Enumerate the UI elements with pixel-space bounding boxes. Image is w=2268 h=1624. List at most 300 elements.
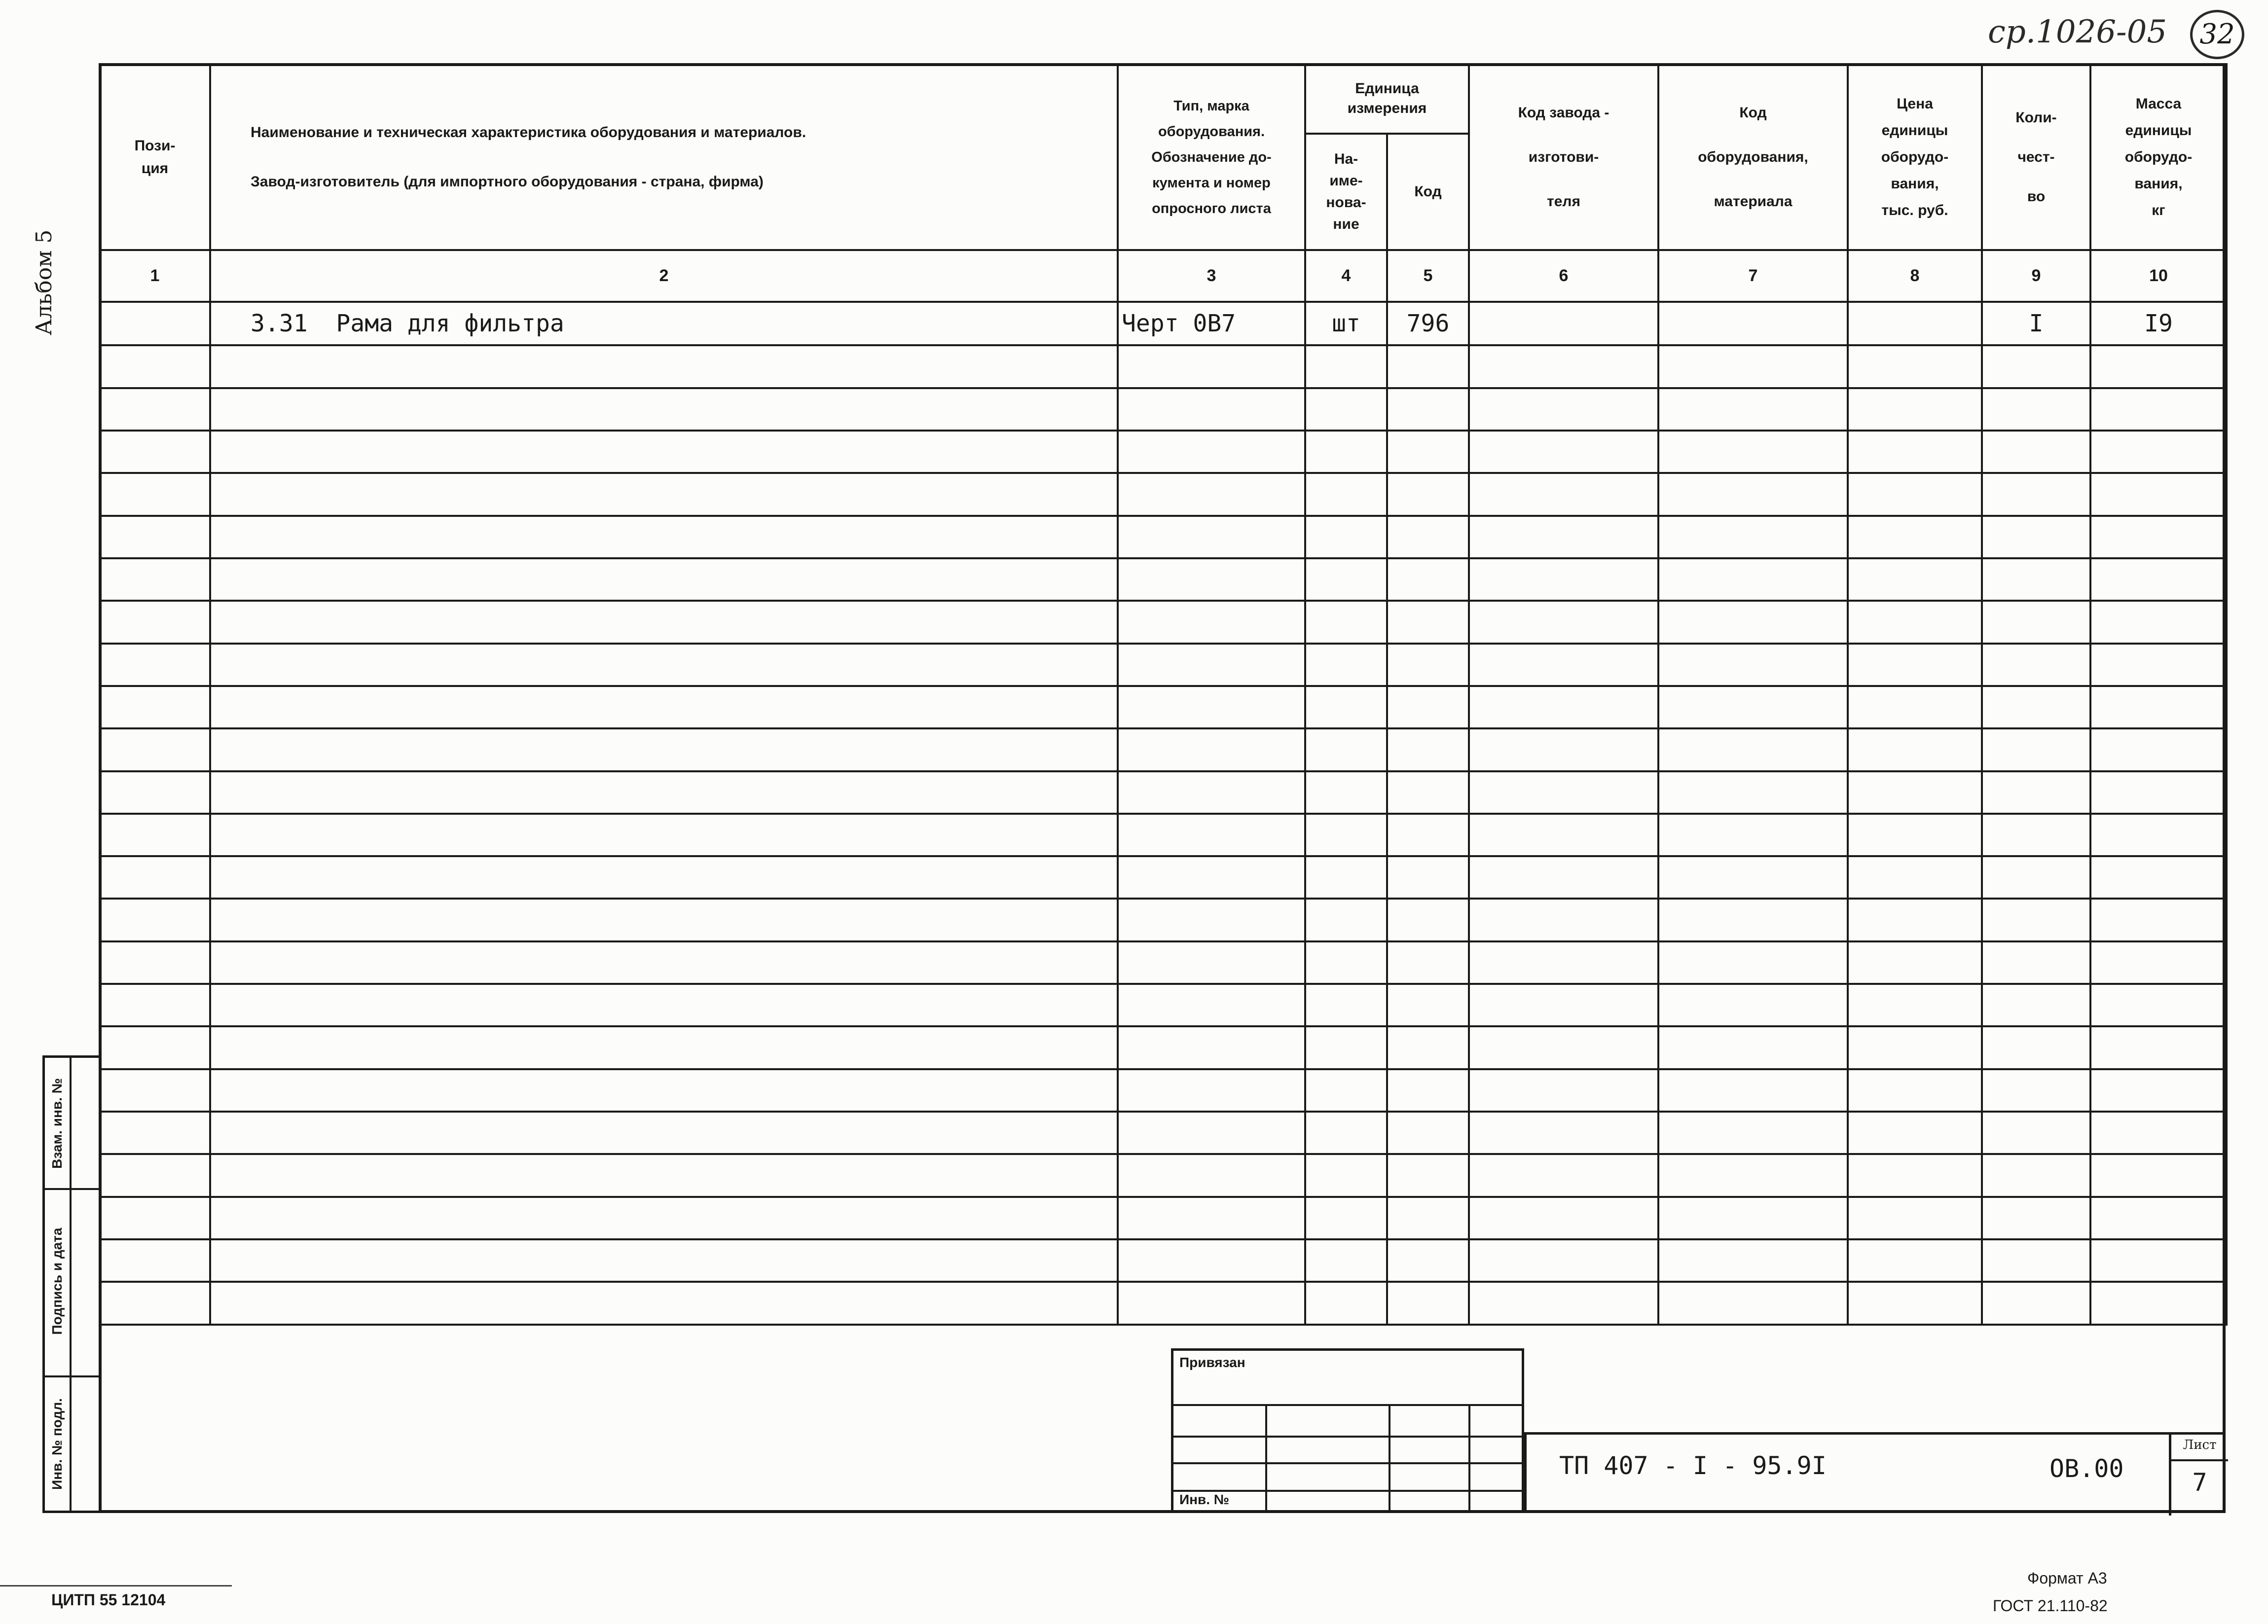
empty-cell: [1387, 431, 1469, 473]
empty-cell: [1658, 644, 1848, 686]
empty-cell: [100, 814, 210, 856]
header-mass: Масса единицы оборудо- вания, кг: [2090, 64, 2227, 250]
empty-cell: [1982, 601, 2090, 643]
empty-cell: [2090, 1069, 2227, 1112]
empty-cell: [1118, 1026, 1305, 1069]
empty-cell: [1848, 558, 1982, 601]
empty-cell: [1118, 899, 1305, 941]
table-row-empty: [100, 686, 2227, 728]
empty-cell: [210, 1197, 1118, 1239]
empty-cell: [210, 601, 1118, 643]
empty-cell: [2090, 558, 2227, 601]
empty-cell: [1387, 388, 1469, 431]
empty-cell: [100, 771, 210, 814]
empty-cell: [1982, 899, 2090, 941]
empty-cell: [1848, 1197, 1982, 1239]
empty-cell: [210, 856, 1118, 899]
specification-table: [99, 63, 2228, 1326]
empty-cell: [1118, 1239, 1305, 1282]
empty-cell: [210, 1239, 1118, 1282]
empty-cell: [1658, 899, 1848, 941]
empty-cell: [1118, 431, 1305, 473]
empty-cell: [1118, 686, 1305, 728]
empty-cell: [1387, 1197, 1469, 1239]
empty-cell: [100, 856, 210, 899]
empty-cell: [210, 431, 1118, 473]
empty-cell: [1387, 516, 1469, 558]
empty-cell: [1118, 473, 1305, 515]
empty-cell: [1305, 728, 1387, 771]
table-row-empty: [100, 1239, 2227, 1282]
empty-cell: [1982, 984, 2090, 1026]
empty-cell: [2090, 388, 2227, 431]
empty-cell: [1118, 644, 1305, 686]
empty-cell: [210, 771, 1118, 814]
empty-cell: [1387, 1026, 1469, 1069]
empty-cell: [100, 686, 210, 728]
empty-cell: [100, 941, 210, 984]
empty-cell: [1848, 1026, 1982, 1069]
empty-cell: [1848, 899, 1982, 941]
empty-cell: [1982, 1069, 2090, 1112]
empty-cell: [1469, 899, 1658, 941]
empty-cell: [1848, 941, 1982, 984]
empty-cell: [1848, 728, 1982, 771]
empty-cell: [1305, 644, 1387, 686]
empty-cell: [210, 941, 1118, 984]
empty-cell: [1848, 771, 1982, 814]
empty-cell: [2090, 856, 2227, 899]
stamp-label-inv-orig: Инв. № подл.: [49, 1398, 65, 1490]
stamp-label-sign-date: Подпись и дата: [49, 1227, 65, 1335]
header-unit-code: Код: [1387, 134, 1469, 251]
empty-cell: [1848, 984, 1982, 1026]
footer-code: ЦИТП 55 12104: [51, 1591, 166, 1609]
empty-cell: [1469, 1154, 1658, 1196]
empty-cell: [1658, 771, 1848, 814]
header-factory-code: Код завода - изготови- теля: [1469, 64, 1658, 250]
empty-cell: [1469, 558, 1658, 601]
empty-cell: [1982, 856, 2090, 899]
table-row-empty: [100, 345, 2227, 388]
footer-format: Формат А3: [2027, 1569, 2107, 1587]
empty-cell: [1658, 473, 1848, 515]
binding-inv-label: Инв. №: [1179, 1492, 1230, 1507]
empty-cell: [1387, 558, 1469, 601]
header-equipment-code: Код оборудования, материала: [1658, 64, 1848, 250]
empty-cell: [1118, 984, 1305, 1026]
table-row-empty: [100, 431, 2227, 473]
empty-cell: [100, 558, 210, 601]
empty-cell: [1982, 1197, 2090, 1239]
column-number: 10: [2090, 250, 2227, 301]
table-row-empty: [100, 388, 2227, 431]
empty-cell: [1848, 1112, 1982, 1154]
sheet-number: 7: [2192, 1468, 2207, 1497]
empty-cell: [1848, 644, 1982, 686]
empty-cell: [1387, 1154, 1469, 1196]
header-quantity: Коли- чест- во: [1982, 64, 2090, 250]
empty-cell: [2090, 728, 2227, 771]
table-row-empty: [100, 473, 2227, 515]
empty-cell: [1469, 771, 1658, 814]
header-unit-group: Единица измерения: [1305, 64, 1469, 134]
empty-cell: [1118, 1069, 1305, 1112]
empty-cell: [1118, 601, 1305, 643]
empty-cell: [1469, 941, 1658, 984]
empty-cell: [210, 814, 1118, 856]
empty-cell: [210, 558, 1118, 601]
empty-cell: [100, 601, 210, 643]
empty-cell: [2090, 601, 2227, 643]
empty-cell: [210, 345, 1118, 388]
empty-cell: [1305, 1112, 1387, 1154]
empty-cell: [210, 899, 1118, 941]
empty-cell: [2090, 899, 2227, 941]
empty-cell: [1305, 1154, 1387, 1196]
empty-cell: [1982, 1239, 2090, 1282]
table-row-empty: [100, 558, 2227, 601]
table-row-empty: [100, 856, 2227, 899]
empty-cell: [2090, 516, 2227, 558]
cell-equipment-code: [1658, 302, 1848, 345]
table-row-empty: [100, 941, 2227, 984]
empty-cell: [100, 516, 210, 558]
empty-cell: [1118, 941, 1305, 984]
empty-cell: [1118, 728, 1305, 771]
cell-name: 3.31 Рама для фильтра: [210, 302, 1118, 345]
empty-cell: [1982, 473, 2090, 515]
table-row-empty: [100, 814, 2227, 856]
empty-cell: [1305, 516, 1387, 558]
cell-price: [1848, 302, 1982, 345]
empty-cell: [1469, 1026, 1658, 1069]
album-label: Альбом 5: [32, 229, 57, 335]
empty-cell: [1848, 686, 1982, 728]
empty-cell: [2090, 1239, 2227, 1282]
empty-cell: [1982, 558, 2090, 601]
empty-cell: [1469, 728, 1658, 771]
empty-cell: [210, 1069, 1118, 1112]
empty-cell: [1848, 1239, 1982, 1282]
empty-cell: [1387, 345, 1469, 388]
empty-cell: [1118, 1282, 1305, 1325]
empty-cell: [1848, 1069, 1982, 1112]
empty-cell: [100, 1239, 210, 1282]
table-row-empty: [100, 899, 2227, 941]
empty-cell: [1982, 941, 2090, 984]
empty-cell: [2090, 771, 2227, 814]
empty-cell: [1982, 345, 2090, 388]
empty-cell: [2090, 984, 2227, 1026]
table-row-empty: [100, 1197, 2227, 1239]
empty-cell: [210, 1112, 1118, 1154]
empty-cell: [100, 473, 210, 515]
header-unit-name: На- име- нова- ние: [1305, 134, 1387, 251]
empty-cell: [1469, 345, 1658, 388]
empty-cell: [1305, 473, 1387, 515]
table-row-empty: [100, 1112, 2227, 1154]
cell-position: [100, 302, 210, 345]
empty-cell: [1848, 473, 1982, 515]
stamp-label-inv-replace: Взам. инв. №: [49, 1078, 65, 1169]
empty-cell: [1982, 1026, 2090, 1069]
empty-cell: [1982, 814, 2090, 856]
empty-cell: [1658, 345, 1848, 388]
page-number: 32: [2199, 18, 2235, 50]
empty-cell: [2090, 345, 2227, 388]
empty-cell: [1982, 644, 2090, 686]
empty-cell: [1982, 686, 2090, 728]
empty-cell: [1305, 984, 1387, 1026]
empty-cell: [1982, 516, 2090, 558]
empty-cell: [1305, 431, 1387, 473]
empty-cell: [2090, 1197, 2227, 1239]
empty-cell: [100, 899, 210, 941]
empty-cell: [2090, 814, 2227, 856]
empty-cell: [100, 431, 210, 473]
empty-cell: [1305, 1239, 1387, 1282]
empty-cell: [2090, 686, 2227, 728]
empty-cell: [1305, 856, 1387, 899]
empty-cell: [1469, 388, 1658, 431]
binding-stamp: [1171, 1348, 1524, 1513]
empty-cell: [1982, 1282, 2090, 1325]
empty-cell: [1387, 941, 1469, 984]
empty-cell: [1982, 388, 2090, 431]
page-number-circle: [2190, 10, 2244, 59]
empty-cell: [100, 984, 210, 1026]
table-row-empty: [100, 1069, 2227, 1112]
header-type: Тип, марка оборудования. Обозначение до- кумента и номер опросного листа: [1118, 64, 1305, 250]
empty-cell: [2090, 473, 2227, 515]
empty-cell: [1658, 388, 1848, 431]
empty-cell: [1469, 516, 1658, 558]
empty-cell: [1658, 814, 1848, 856]
empty-cell: [2090, 1282, 2227, 1325]
empty-cell: [1658, 856, 1848, 899]
column-number-row: [100, 250, 2227, 301]
column-number: 3: [1118, 250, 1305, 301]
table-row-empty: [100, 1026, 2227, 1069]
empty-cell: [210, 388, 1118, 431]
empty-cell: [1305, 941, 1387, 984]
empty-cell: [100, 1069, 210, 1112]
empty-cell: [1305, 1282, 1387, 1325]
header-price: Цена единицы оборудо- вания, тыс. руб.: [1848, 64, 1982, 250]
empty-cell: [1469, 1197, 1658, 1239]
column-number: 2: [210, 250, 1118, 301]
column-number: 8: [1848, 250, 1982, 301]
empty-cell: [1469, 601, 1658, 643]
empty-cell: [1658, 728, 1848, 771]
empty-cell: [1848, 814, 1982, 856]
empty-cell: [1305, 388, 1387, 431]
empty-cell: [1658, 1197, 1848, 1239]
empty-cell: [1982, 771, 2090, 814]
empty-cell: [100, 1112, 210, 1154]
binding-label: Привязан: [1179, 1355, 1245, 1370]
empty-cell: [1305, 345, 1387, 388]
empty-cell: [1469, 856, 1658, 899]
empty-cell: [210, 984, 1118, 1026]
document-code: ср.1026-05: [1988, 14, 2167, 50]
empty-cell: [100, 1197, 210, 1239]
empty-cell: [1658, 1239, 1848, 1282]
empty-cell: [1658, 1112, 1848, 1154]
column-number: 5: [1387, 250, 1469, 301]
empty-cell: [1658, 1282, 1848, 1325]
table-row-empty: [100, 728, 2227, 771]
footer-gost: ГОСТ 21.110-82: [1993, 1597, 2108, 1615]
table-row-empty: [100, 644, 2227, 686]
empty-cell: [1469, 1069, 1658, 1112]
empty-cell: [1469, 1239, 1658, 1282]
empty-cell: [1469, 1282, 1658, 1325]
empty-cell: [1848, 345, 1982, 388]
empty-cell: [1848, 516, 1982, 558]
header-name: Наименование и техническая характеристика оборудования и материалов. Завод-изготовитель (для импортного оборудования - страна, фирма): [210, 64, 1118, 250]
table-row-empty: [100, 516, 2227, 558]
empty-cell: [1118, 345, 1305, 388]
empty-cell: [1305, 686, 1387, 728]
empty-cell: [2090, 1026, 2227, 1069]
empty-cell: [1387, 728, 1469, 771]
empty-cell: [1305, 1197, 1387, 1239]
empty-cell: [1305, 558, 1387, 601]
empty-cell: [2090, 1112, 2227, 1154]
empty-cell: [210, 728, 1118, 771]
empty-cell: [1387, 814, 1469, 856]
empty-cell: [1469, 431, 1658, 473]
empty-cell: [1469, 686, 1658, 728]
empty-cell: [100, 644, 210, 686]
empty-cell: [1469, 814, 1658, 856]
empty-cell: [1982, 1112, 2090, 1154]
table-row-empty: [100, 1154, 2227, 1196]
empty-cell: [1305, 601, 1387, 643]
empty-cell: [1848, 388, 1982, 431]
empty-cell: [1658, 558, 1848, 601]
document-section: ОВ.00: [2049, 1454, 2124, 1483]
empty-cell: [1982, 431, 2090, 473]
empty-cell: [1982, 728, 2090, 771]
empty-cell: [210, 1282, 1118, 1325]
header-position: Пози- ция: [100, 64, 210, 250]
table-row-empty: [100, 771, 2227, 814]
empty-cell: [1118, 558, 1305, 601]
empty-cell: [1848, 1282, 1982, 1325]
empty-cell: [1387, 1282, 1469, 1325]
table-row-empty: [100, 601, 2227, 643]
empty-cell: [1118, 814, 1305, 856]
empty-cell: [1658, 686, 1848, 728]
empty-cell: [1118, 516, 1305, 558]
empty-cell: [1387, 1069, 1469, 1112]
empty-cell: [1387, 771, 1469, 814]
empty-cell: [210, 516, 1118, 558]
empty-cell: [1118, 856, 1305, 899]
column-number: 1: [100, 250, 210, 301]
column-number: 9: [1982, 250, 2090, 301]
empty-cell: [1118, 1154, 1305, 1196]
empty-cell: [210, 644, 1118, 686]
empty-cell: [1658, 1026, 1848, 1069]
cell-quantity: I: [1982, 302, 2090, 345]
empty-cell: [1387, 899, 1469, 941]
cell-mass: I9: [2090, 302, 2227, 345]
empty-cell: [1387, 1239, 1469, 1282]
empty-cell: [1848, 601, 1982, 643]
empty-cell: [1658, 1069, 1848, 1112]
empty-cell: [210, 686, 1118, 728]
empty-cell: [2090, 1154, 2227, 1196]
empty-cell: [1118, 1197, 1305, 1239]
column-number: 6: [1469, 250, 1658, 301]
empty-cell: [1387, 601, 1469, 643]
empty-cell: [100, 1026, 210, 1069]
empty-cell: [1848, 431, 1982, 473]
empty-cell: [1658, 941, 1848, 984]
empty-cell: [1387, 1112, 1469, 1154]
empty-cell: [1387, 644, 1469, 686]
empty-cell: [1469, 1112, 1658, 1154]
empty-cell: [1305, 1069, 1387, 1112]
cell-type: Черт 0В7: [1118, 302, 1305, 345]
empty-cell: [210, 473, 1118, 515]
empty-cell: [1305, 899, 1387, 941]
empty-cell: [1387, 686, 1469, 728]
empty-cell: [100, 388, 210, 431]
empty-cell: [1848, 1154, 1982, 1196]
table-row: [100, 302, 2227, 345]
empty-cell: [1848, 856, 1982, 899]
empty-cell: [1469, 644, 1658, 686]
cell-unit-code: 796: [1387, 302, 1469, 345]
empty-cell: [1469, 473, 1658, 515]
empty-cell: [100, 728, 210, 771]
empty-cell: [1305, 771, 1387, 814]
empty-cell: [1305, 1026, 1387, 1069]
cell-unit: шт: [1305, 302, 1387, 345]
empty-cell: [210, 1026, 1118, 1069]
empty-cell: [2090, 941, 2227, 984]
empty-cell: [1387, 856, 1469, 899]
cell-factory-code: [1469, 302, 1658, 345]
table-row-empty: [100, 984, 2227, 1026]
side-stamp: [42, 1055, 102, 1513]
empty-cell: [1658, 984, 1848, 1026]
column-number: 7: [1658, 250, 1848, 301]
empty-cell: [1118, 771, 1305, 814]
empty-cell: [1658, 516, 1848, 558]
empty-cell: [100, 1154, 210, 1196]
empty-cell: [1982, 1154, 2090, 1196]
empty-cell: [1305, 814, 1387, 856]
column-number: 4: [1305, 250, 1387, 301]
sheet-label: Лист: [2183, 1438, 2217, 1452]
empty-cell: [1118, 1112, 1305, 1154]
empty-cell: [2090, 431, 2227, 473]
empty-cell: [1658, 1154, 1848, 1196]
empty-cell: [100, 345, 210, 388]
empty-cell: [1118, 388, 1305, 431]
empty-cell: [100, 1282, 210, 1325]
title-block: [1524, 1432, 2226, 1513]
empty-cell: [1658, 601, 1848, 643]
empty-cell: [1387, 473, 1469, 515]
document-designation: ТП 407 - I - 95.9I: [1559, 1451, 1827, 1480]
